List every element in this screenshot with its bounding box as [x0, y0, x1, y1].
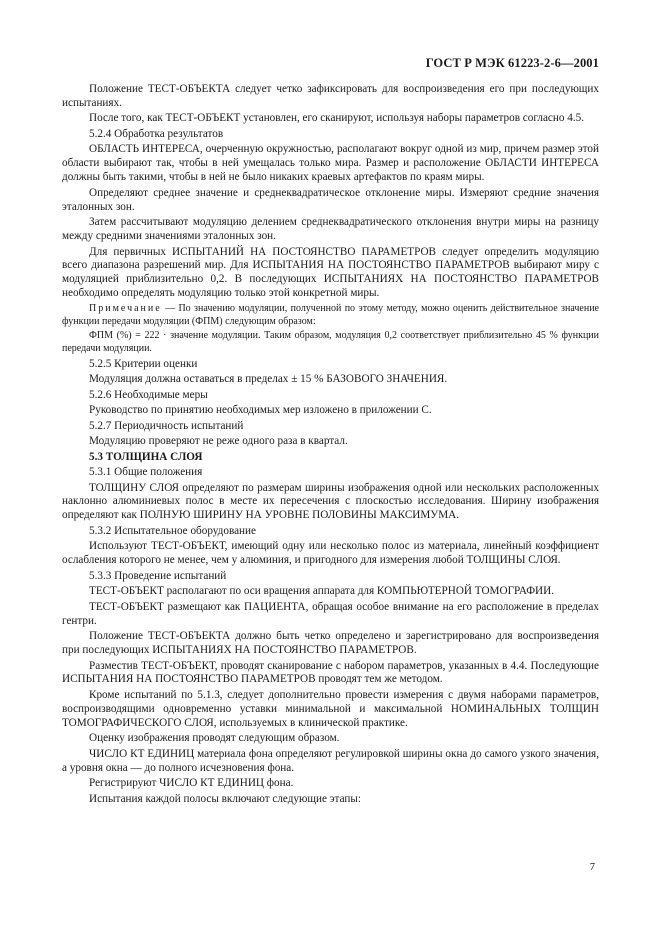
- paragraph: [62, 435, 599, 449]
- paragraph: [62, 373, 599, 387]
- paragraph: [62, 389, 599, 403]
- paragraph-text: Руководство по принятию необходимых мер изложено в приложении С.: [89, 404, 432, 417]
- paragraph: [62, 732, 599, 746]
- paragraph: [62, 246, 599, 302]
- paragraph: [62, 482, 599, 524]
- paragraph: [62, 83, 599, 111]
- paragraph-text: Определяют среднее значение и среднеквадратическое отклонение миры. Измеряют средние значения эталонных зон.: [62, 186, 599, 213]
- paragraph-text: Модуляция должна оставаться в пределах ± 15 % БАЗОВОГО ЗНАЧЕНИЯ.: [89, 373, 448, 386]
- paragraph-text: — По значению модуляции, полученной по этому методу, можно оценить действительное значение функции передачи модуляции (ФПМ) следующим образом:: [62, 303, 599, 327]
- paragraph: [62, 570, 599, 584]
- paragraph-text: ТОЛЩИНУ СЛОЯ определяют по размерам ширины изображения одной или нескольких расположенных наклонно алюминиевых полос в месте их пересечения с плоскостью исследования. Ширину изображения определяют как ПОЛНУЮ ШИРИНУ НА УРОВНЕ ПОЛОВИНЫ МАКСИМУМА.: [62, 481, 599, 522]
- paragraph-text: ТЕСТ-ОБЪЕКТ размещают как ПАЦИЕНТА, обращая особое внимание на его расположение в пределах гентри.: [62, 600, 599, 627]
- paragraph-text: ФПМ (%) = 222 · значение модуляции. Таким образом, модуляция 0,2 соответствует приблизительно 45 % функции передачи модуляции.: [62, 330, 599, 354]
- paragraph: [62, 525, 599, 539]
- paragraph-text: 5.3.3 Проведение испытаний: [89, 569, 227, 582]
- paragraph: [62, 128, 599, 142]
- paragraph: [62, 112, 599, 126]
- paragraph-text: 5.3.1 Общие положения: [89, 466, 203, 479]
- paragraph-text: 5.3 ТОЛЩИНА СЛОЯ: [89, 450, 203, 463]
- paragraph-text: Положение ТЕСТ-ОБЪЕКТА следует четко зафиксировать для воспроизведения его при последующих испытаниях.: [62, 83, 599, 109]
- document-body: [62, 83, 599, 808]
- paragraph: [62, 451, 599, 465]
- paragraph-text: 5.2.7 Периодичность испытаний: [89, 419, 244, 432]
- paragraph-text: Регистрируют ЧИСЛО КТ ЕДИНИЦ фона.: [89, 777, 294, 790]
- paragraph-text: Оценку изображения проводят следующим образом.: [89, 732, 340, 745]
- paragraph-text: Для первичных ИСПЫТАНИЙ НА ПОСТОЯНСТВО ПАРАМЕТРОВ следует определить модуляцию всего диапазона разрешений мир. Для ИСПЫТАНИЯ НА ПОСТОЯНСТВО ПАРАМЕТРОВ выбирают миру с модуляцией приблизительно 0,2. В последующих ИСПЫТАНИЯХ НА ПОСТОЯНСТВО ПАРАМЕТРОВ необходимо определять модуляцию только этой конкретной миры.: [62, 245, 599, 300]
- paragraph: [62, 540, 599, 568]
- note-label: Примечание: [89, 303, 162, 315]
- note-paragraph: [62, 330, 599, 355]
- paragraph-text: ОБЛАСТЬ ИНТЕРЕСА, очерченную окружностью, располагают вокруг одной из мир, причем размер этой области выбирают так, чтобы в ней умещалась только мира. Размер и расположение ОБЛАСТИ ИНТЕРЕСА должны быть такими, чтобы в ней не было никаких краевых артефактов по краям миры.: [62, 143, 599, 184]
- page-number: 7: [589, 862, 595, 873]
- standard-header: ГОСТ Р МЭК 61223-2-6—2001: [425, 56, 599, 70]
- paragraph-text: 5.3.2 Испытательное оборудование: [89, 524, 256, 537]
- paragraph: [62, 466, 599, 480]
- paragraph-text: 5.2.5 Критерии оценки: [89, 357, 198, 370]
- paragraph: [62, 630, 599, 658]
- paragraph: [62, 358, 599, 372]
- paragraph: [62, 187, 599, 215]
- paragraph: [62, 793, 599, 807]
- paragraph-text: ЧИСЛО КТ ЕДИНИЦ материала фона определяют регулировкой ширины окна до самого узкого значения, а уровня окна — до полного исчезновения фона.: [62, 747, 599, 774]
- paragraph: [62, 748, 599, 776]
- paragraph-text: Разместив ТЕСТ-ОБЪЕКТ, проводят сканирование с набором параметров, указанных в 4.4. Последующие ИСПЫТАНИЯ НА ПОСТОЯНСТВО ПАРАМЕТРОВ проводят тем же методом.: [62, 659, 599, 686]
- paragraph-text: Затем рассчитывают модуляцию делением среднеквадратического отклонения внутри миры на разницу между средними значениями эталонных зон.: [62, 216, 599, 243]
- paragraph-text: Положение ТЕСТ-ОБЪЕКТА должно быть четко определено и зарегистрировано для воспроизведения при последующих ИСПЫТАНИЯХ НА ПОСТОЯНСТВО ПАРАМЕТРОВ.: [62, 630, 599, 657]
- paragraph: [62, 689, 599, 731]
- paragraph-text: Кроме испытаний по 5.1.3, следует дополнительно провести измерения с двумя наборами параметров, воспроизводящими одновременно уставки минимальной и максимальной НОМИНАЛЬНЫХ ТОЛЩИН ТОМОГРАФИЧЕСКОГО СЛОЯ, используемых в клинической практике.: [62, 688, 599, 729]
- paragraph-text: Используют ТЕСТ-ОБЪЕКТ, имеющий одну или несколько полос из материала, линейный коэффициент ослабления которого не менее, чем у алюминия, и пригодного для измерения любой ТОЛЩИНЫ СЛОЯ.: [62, 540, 599, 567]
- paragraph: [62, 660, 599, 688]
- paragraph-text: 5.2.6 Необходимые меры: [89, 388, 208, 401]
- paragraph: [62, 420, 599, 434]
- paragraph-text: 5.2.4 Обработка результатов: [89, 127, 224, 140]
- paragraph: [62, 777, 599, 791]
- paragraph: [62, 601, 599, 629]
- note-paragraph: [62, 303, 599, 328]
- paragraph-text: ТЕСТ-ОБЪЕКТ располагают по оси вращения аппарата для КОМПЬЮТЕРНОЙ ТОМОГРАФИИ.: [89, 585, 554, 598]
- paragraph-text: Испытания каждой полосы включают следующие этапы:: [89, 792, 362, 805]
- paragraph: [62, 216, 599, 244]
- paragraph: [62, 404, 599, 418]
- paragraph: [62, 585, 599, 599]
- paragraph-text: Модуляцию проверяют не реже одного раза в квартал.: [89, 435, 348, 448]
- paragraph-text: После того, как ТЕСТ-ОБЪЕКТ установлен, его сканируют, используя наборы параметров согласно 4.5.: [89, 112, 585, 125]
- paragraph: [62, 143, 599, 185]
